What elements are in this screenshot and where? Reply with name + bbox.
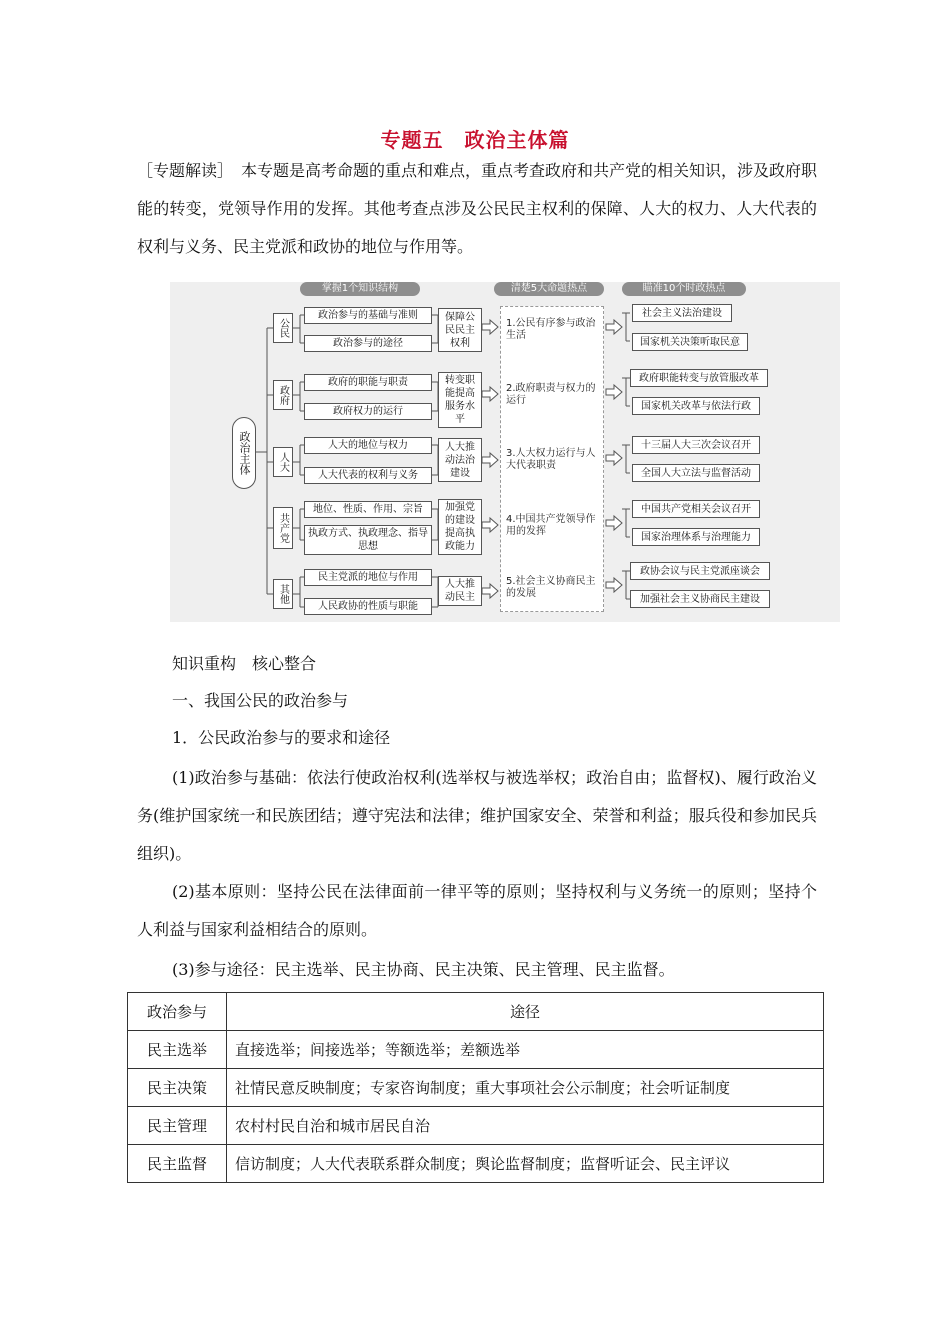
hotspot-item: 2.政府职责与权力的运行: [506, 383, 596, 406]
table-row: [128, 1107, 824, 1145]
table-row: [128, 1031, 824, 1069]
knowledge-diagram: [170, 282, 840, 622]
table-header-row: [128, 993, 824, 1031]
table-row: [128, 1145, 824, 1183]
table-cell: 民主管理: [128, 1107, 227, 1145]
news-item: 政协会议与民主党派座谈会: [630, 562, 770, 580]
diagram-header-news: 瞄准10个时政热点: [622, 282, 746, 296]
branch-label: 其他: [273, 579, 293, 609]
table-cell: 农村村民自治和城市居民自治: [227, 1107, 824, 1145]
branch-item: 地位、性质、作用、宗旨: [304, 501, 432, 518]
news-item: 全国人大立法与监督活动: [632, 464, 760, 482]
news-item: 十三届人大三次会议召开: [632, 436, 760, 454]
hotspot-item: 4.中国共产党领导作用的发挥: [506, 514, 596, 537]
table-cell: 直接选举；间接选举；等额选举；差额选举: [227, 1031, 824, 1069]
news-item: 国家机关决策听取民意: [632, 333, 748, 351]
table-cell: 信访制度；人大代表联系群众制度；舆论监督制度；监督听证会、民主评议: [227, 1145, 824, 1183]
news-item: 社会主义法治建设: [632, 304, 732, 322]
hotspot-item: 3.人大权力运行与人大代表职责: [506, 448, 596, 471]
news-item: 政府职能转变与放管服改革: [630, 369, 768, 387]
table-cell: 社情民意反映制度；专家咨询制度；重大事项社会公示制度；社会听证制度: [227, 1069, 824, 1107]
table-header: 政治参与: [128, 993, 227, 1031]
branch-goal: 加强党的建设提高执政能力: [438, 499, 482, 555]
diagram-header-structure: 掌握1个知识结构: [300, 282, 420, 296]
branch-goal: 人大推动法治建设: [438, 438, 482, 482]
page-title: 专题五 政治主体篇: [380, 128, 570, 152]
diagram-root: 政治主体: [232, 417, 256, 489]
news-item: 加强社会主义协商民主建设: [630, 590, 770, 608]
branch-label: 公民: [273, 313, 293, 343]
branch-item: 人民政协的性质与职能: [304, 598, 432, 615]
paragraph-principle: (2)基本原则：坚持公民在法律面前一律平等的原则；坚持权利与义务统一的原则；坚持个人利益与国家利益相结合的原则。: [137, 882, 817, 939]
branch-label: 共产党: [273, 507, 293, 549]
news-item: 国家治理体系与治理能力: [632, 528, 760, 546]
branch-goal: 人大推动民主: [438, 576, 482, 606]
branch-item: 政治参与的途径: [304, 335, 432, 352]
hotspot-item: 5.社会主义协商民主的发展: [506, 576, 596, 599]
paragraph-channels: (3)参与途径：民主选举、民主协商、民主决策、民主管理、民主监督。: [172, 960, 675, 979]
branch-label: 人大: [273, 447, 293, 477]
table-row: [128, 1069, 824, 1107]
intro-paragraph: ［专题解读］ 本专题是高考命题的重点和难点，重点考查政府和共产党的相关知识，涉及政府职能的转变，党领导作用的发挥。其他考查点涉及公民民主权利的保障、人大的权力、人大代表的权利与义务、民主党派和政协的地位与作用等。: [137, 161, 818, 256]
news-item: 国家机关改革与依法行政: [632, 397, 760, 415]
branch-label: 政府: [273, 380, 293, 410]
table-header: 途径: [227, 993, 824, 1031]
branch-item: 政府权力的运行: [304, 403, 432, 420]
participation-table: [127, 992, 824, 1183]
branch-goal: 转变职能提高服务水平: [438, 372, 482, 428]
branch-item: 民主党派的地位与作用: [304, 569, 432, 586]
news-item: 中国共产党相关会议召开: [632, 500, 760, 518]
branch-goal: 保障公民民主权利: [438, 308, 482, 352]
section-heading: 知识重构 核心整合: [172, 654, 317, 673]
section-subheading: 一、我国公民的政治参与: [172, 691, 349, 710]
branch-item: 政治参与的基础与准则: [304, 307, 432, 324]
hotspot-item: 1.公民有序参与政治生活: [506, 318, 596, 341]
branch-item: 政府的职能与职责: [304, 374, 432, 391]
table-cell: 民主决策: [128, 1069, 227, 1107]
diagram-header-hotspots: 清楚5大命题热点: [494, 282, 604, 296]
branch-item: 人大的地位与权力: [304, 437, 432, 454]
table-cell: 民主监督: [128, 1145, 227, 1183]
paragraph-basis: (1)政治参与基础：依法行使政治权利(选举权与被选举权；政治自由；监督权)、履行政治义务(维护国家统一和民族团结；遵守宪法和法律；维护国家安全、荣誉和利益；服兵役和参加民兵组织)。: [137, 768, 817, 863]
section-subheading: 1．公民政治参与的要求和途径: [172, 728, 391, 747]
branch-item: 执政方式、执政理念、指导思想: [304, 525, 432, 555]
branch-item: 人大代表的权利与义务: [304, 467, 432, 484]
table-cell: 民主选举: [128, 1031, 227, 1069]
